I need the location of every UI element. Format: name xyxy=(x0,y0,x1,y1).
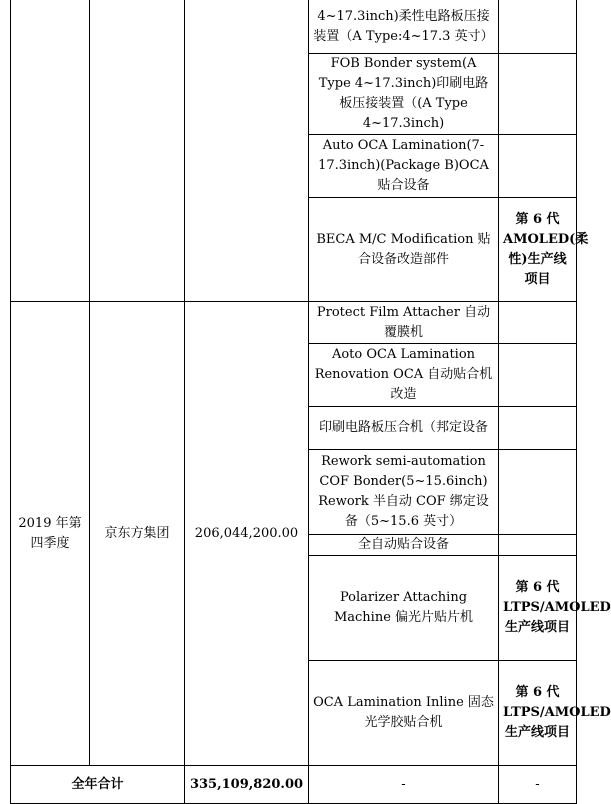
equipment-cell: OCA Lamination Inline 固态光学胶贴合机 xyxy=(309,661,499,766)
project-cell xyxy=(499,135,577,198)
equipment-cell: Protect Film Attacher 自动覆膜机 xyxy=(309,302,499,344)
total-project: - xyxy=(499,766,577,804)
project-cell: 第 6 代 AMOLED(柔性)生产线项目 xyxy=(499,198,577,302)
period-cell-prev xyxy=(11,0,90,302)
project-cell xyxy=(499,344,577,407)
total-row xyxy=(11,766,577,804)
equipment-cell: 4~17.3inch)柔性电路板压接装置（A Type:4~17.3 英寸） xyxy=(309,0,499,54)
total-amount: 335,109,820.00 xyxy=(185,766,309,804)
equipment-cell: Rework semi-automation COF Bonder(5~15.6inch) Rework 半自动 COF 绑定设备（5~15.6 英寸） xyxy=(309,450,499,535)
project-cell xyxy=(499,302,577,344)
contract-table xyxy=(10,0,611,804)
equipment-cell: 印刷电路板压合机（邦定设备 xyxy=(309,407,499,450)
total-label: 全年合计 xyxy=(11,766,185,804)
amount-cell: 206,044,200.00 xyxy=(185,302,309,766)
customer-cell-prev xyxy=(90,0,185,302)
project-cell: 第 6 代 LTPS/AMOLED 生产线项目 xyxy=(499,556,577,661)
equipment-cell: Auto OCA Lamination(7-17.3inch)(Package B)OCA 贴合设备 xyxy=(309,135,499,198)
equipment-cell: 全自动贴合设备 xyxy=(309,535,499,556)
amount-cell-prev xyxy=(185,0,309,302)
customer-cell: 京东方集团 xyxy=(90,302,185,766)
project-cell xyxy=(499,407,577,450)
project-cell xyxy=(499,0,577,54)
project-cell xyxy=(499,450,577,535)
table-row xyxy=(11,302,577,344)
equipment-cell: FOB Bonder system(A Type 4~17.3inch)印刷电路板压接装置（(A Type 4~17.3inch) xyxy=(309,54,499,135)
project-cell xyxy=(499,54,577,135)
project-cell: 第 6 代 LTPS/AMOLED 生产线项目 xyxy=(499,661,577,766)
equipment-cell: BECA M/C Modification 贴合设备改造部件 xyxy=(309,198,499,302)
total-equipment: - xyxy=(309,766,499,804)
table-row xyxy=(11,0,577,54)
period-cell: 2019 年第四季度 xyxy=(11,302,90,766)
equipment-cell: Aoto OCA Lamination Renovation OCA 自动贴合机改造 xyxy=(309,344,499,407)
project-cell xyxy=(499,535,577,556)
equipment-cell: Polarizer Attaching Machine 偏光片贴片机 xyxy=(309,556,499,661)
